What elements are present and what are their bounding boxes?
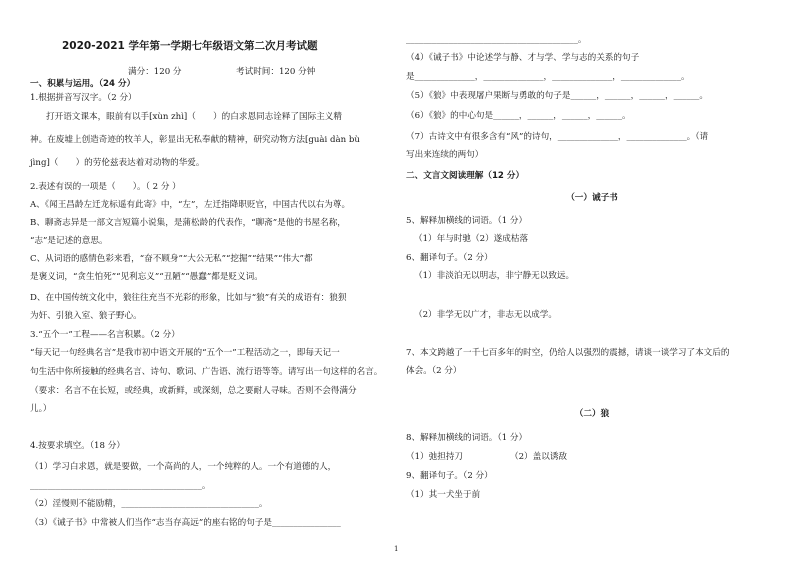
question-2-option-d-line-2: 为奸、引狼入室、狼子野心。 [30, 311, 142, 321]
question-4-item-3-blank: ________________________________________。 [406, 35, 587, 45]
question-6-item-2: （2）非学无以广才，非志无以成学。 [414, 310, 557, 320]
time-info: 考试时间：120 分钟 [236, 67, 316, 77]
question-2-option-c-line-2: 是褒义词，“贪生怕死”“见利忘义”“丑陋”“愚蠢”都是贬义词。 [30, 272, 263, 282]
question-9: 9、翻译句子。（2 分） [406, 471, 493, 481]
question-8-item-1: （1）弛担持刀 [406, 452, 464, 462]
question-2-option-d-line-1: D、在中国传统文化中，狼往往充当不光彩的形象，比如与“狼”有关的成语有：狼狈 [30, 293, 347, 303]
question-4-item-5: （5）《狼》中表现屠户果断与勇敢的句子是______，______，______，______。 [406, 91, 708, 101]
question-3-line-1: “每天记一句经典名言”是我市初中语文开展的“五个一”工程活动之一，即每天记一 [30, 348, 340, 358]
question-5: 5、解释加横线的词语。（1 分） [406, 216, 528, 226]
passage-1-title: （一）诫子书 [566, 193, 618, 203]
question-4-item-3: （3）《诫子书》中常被人们当作“志当存高远”的座右铭的句子是________________ [30, 518, 341, 528]
question-1-line-3: jìng]（ ）的劳伦兹表达着对动物的华爱。 [30, 158, 205, 168]
question-6-item-1: （1）非淡泊无以明志，非宁静无以致远。 [414, 271, 575, 281]
question-8: 8、解释加横线的词语。（1 分） [406, 433, 528, 443]
question-7: 7、本文跨越了一千七百多年的时空，仍给人以强烈的震撼，请谈一谈学习了本文后的 [406, 348, 730, 358]
section-2-heading: 二、文言文阅读理解（12 分） [406, 171, 525, 181]
question-2-option-b-line-2: “志”是记述的意思。 [30, 236, 108, 246]
passage-2-title: （二）狼 [574, 409, 610, 419]
question-1: 1.根据拼音写汉字。（2 分） [30, 93, 137, 103]
question-3: 3.“五个一”工程——名言积累。（2 分） [30, 330, 180, 340]
question-2-option-a: A、《闻王昌龄左迁龙标遥有此寄》中，“左”，左迁指降职贬官，中国古代以右为尊。 [30, 200, 351, 210]
question-2-option-c-line-1: C、从词语的感情色彩来看，“奋不顾身”“大公无私”“挖掘”“结果”“伟大”都 [30, 254, 313, 264]
question-4-item-7-note: 写出来连续的两句） [406, 150, 484, 160]
question-2: 2.表述有误的一项是（ ）。（ 2 分 ） [30, 182, 181, 192]
question-3-line-2: 句生活中你所接触的经典名言、诗句、歌词、广告语、流行语等等。请写出一句这样的名言。 [30, 367, 383, 377]
question-4-item-1-blank: ________________________________________。 [30, 481, 211, 491]
question-1-line-1: 打开语文课本，眼前有以手[xùn zhì]（ ）的白求恩同志诠释了国际主义精 [46, 112, 342, 122]
question-4-item-4-blanks: 是______________，______________，______________，______________。 [406, 72, 690, 82]
question-4: 4.按要求填空。（18 分） [30, 441, 125, 451]
question-3-line-3: （要求：名言不在长短，或经典，或新鲜，或深刻，总之要耐人寻味。否则不会得满分 [30, 386, 357, 396]
question-1-line-2: 神。在废墟上创造奇迹的牧羊人，彰显出无私奉献的精神，研究动物方法[guài dàn bù [30, 135, 360, 145]
question-4-item-1: （1）学习白求恩，就是要做，一个高尚的人，一个纯粹的人。一个有道德的人， [30, 462, 337, 472]
question-4-item-4: （4）《诫子书》中论述学与静、才与学、学与志的关系的句子 [406, 53, 640, 63]
question-4-item-7: （7）古诗文中有很多含有“风”的诗句，______________，______________。（请 [406, 132, 709, 142]
question-8-item-2: （2）盖以诱敌 [510, 452, 568, 462]
question-9-item-1: （1）其一犬坐于前 [406, 490, 481, 500]
question-3-line-4: 儿。） [30, 404, 52, 414]
question-4-item-2: （2）淫慢则不能励精，________________________________。 [30, 499, 268, 509]
score-info: 满分：120 分 [128, 67, 182, 77]
page-number: 1 [394, 545, 399, 553]
question-7-line-2: 体会。（2 分） [406, 366, 462, 376]
section-1-heading: 一、积累与运用。（24 分） [30, 79, 136, 89]
page-title: 2020-2021 学年第一学期七年级语文第二次月考试题 [62, 40, 318, 52]
question-4-item-6: （6）《狼》的中心句是______，______，______，______。 [406, 111, 631, 121]
question-5-items: （1）年与时驰（2）遂成枯落 [414, 234, 529, 244]
question-2-option-b-line-1: B、聊斋志异是一部文言短篇小说集，是蒲松龄的代表作，“聊斋”是他的书屋名称， [30, 218, 346, 228]
question-6: 6、翻译句子。（2 分） [406, 253, 493, 263]
